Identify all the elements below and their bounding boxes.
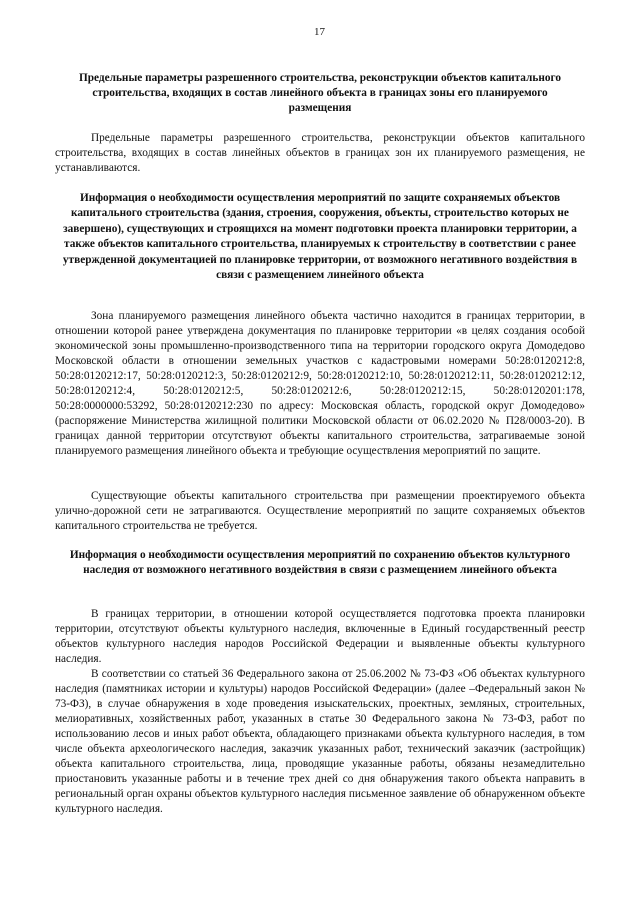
- section-heading-protection-measures: Информация о необходимости осуществления мероприятий по защите сохраняемых объектов капитального строительства (здания, строения, сооружения, объекты, строительство которых не завершено), существующих и строящихся на момент подготовки проекта планировки территории, а также объектов капитального строительства, планируемых к строительству в соответствии с ранее утвержденной документацией по планировке территории, от возможного негативного воздействия в связи с размещением линейного объекта: [62, 192, 578, 282]
- page-number: 17: [314, 26, 325, 38]
- paragraph-planning-zone: Зона планируемого размещения линейного объекта частично находится в границах территории, в отношении которой ранее утверждена документация по планировке территории «в целях создания особой экономической зоны промышленно-производственного типа на территории городского округа Домодедово Московской области в отношении земельных участков с кадастровыми номерами 50:28:0120212:8, 50:28:0120212:17, 50:28:0120212:3, 50:28:0120212:9, 50:28:0120212:10, 50:28:0120212:11, 50:28:0120212:12, 50:28:0120212:4, 50:28:0120212:5, 50:28:0120212:6, 50:28:0120212:15, 50:28:0120201:178, 50:28:0000000:53292, 50:28:0120212:230 по адресу: Московская область, городской округ Домодедово» (распоряжение Министерства жилищной политики Московской области от 06.02.2020 № П28/0003-20). В границах данной территории отсутствуют объекты капитального строительства, затрагиваемые зоной планируемого размещения линейного объекта и требующие осуществления мероприятий по защите.: [55, 310, 585, 457]
- paragraph-federal-law: В соответствии со статьей 36 Федерального закона от 25.06.2002 № 73-ФЗ «Об объектах культурного наследия (памятниках истории и культуры) народов Российской Федерации» (далее –Федеральный закон № 73-ФЗ), в случае обнаружения в ходе проведения изыскательских, проектных, земляных, строительных, мелиоративных, хозяйственных работ, указанных в статье 30 Федерального закона № 73-ФЗ, работ по использованию лесов и иных работ объекта, обладающего признаками объекта культурного наследия, в том числе объекта археологического наследия, заказчик указанных работ, технический заказчик (застройщик) объекта капитального строительства, лица, проводящие указанные работы, обязаны незамедлительно приостановить указанные работы и в течение трех дней со дня обнаружения такого объекта направить в региональный орган охраны объектов культурного наследия письменное заявление об обнаруженном объекте культурного наследия.: [55, 668, 585, 815]
- section-heading-construction-parameters: Предельные параметры разрешенного строительства, реконструкции объектов капитального строительства, входящих в состав линейного объекта в границах зоны его планируемого размещения: [78, 72, 562, 114]
- paragraph-heritage-absence: В границах территории, в отношении которой осуществляется подготовка проекта планировки территории, отсутствуют объекты культурного наследия, включенные в Единый государственный реестр объектов культурного наследия народов Российской Федерации и выявленные объекты культурного наследия.: [55, 608, 585, 665]
- paragraph-existing-objects: Существующие объекты капитального строительства при размещении проектируемого объекта улично-дорожной сети не затрагиваются. Осуществление мероприятий по защите сохраняемых объектов капитального строительства не требуется.: [55, 490, 585, 532]
- section-heading-cultural-heritage: Информация о необходимости осуществления мероприятий по сохранению объектов культурного наследия от возможного негативного воздействия в связи с размещением линейного объекта: [69, 549, 571, 576]
- paragraph-construction-parameters: Предельные параметры разрешенного строительства, реконструкции объектов капитального строительства, входящих в состав линейных объектов в границах зон их планируемого размещения, не устанавливаются.: [55, 132, 585, 174]
